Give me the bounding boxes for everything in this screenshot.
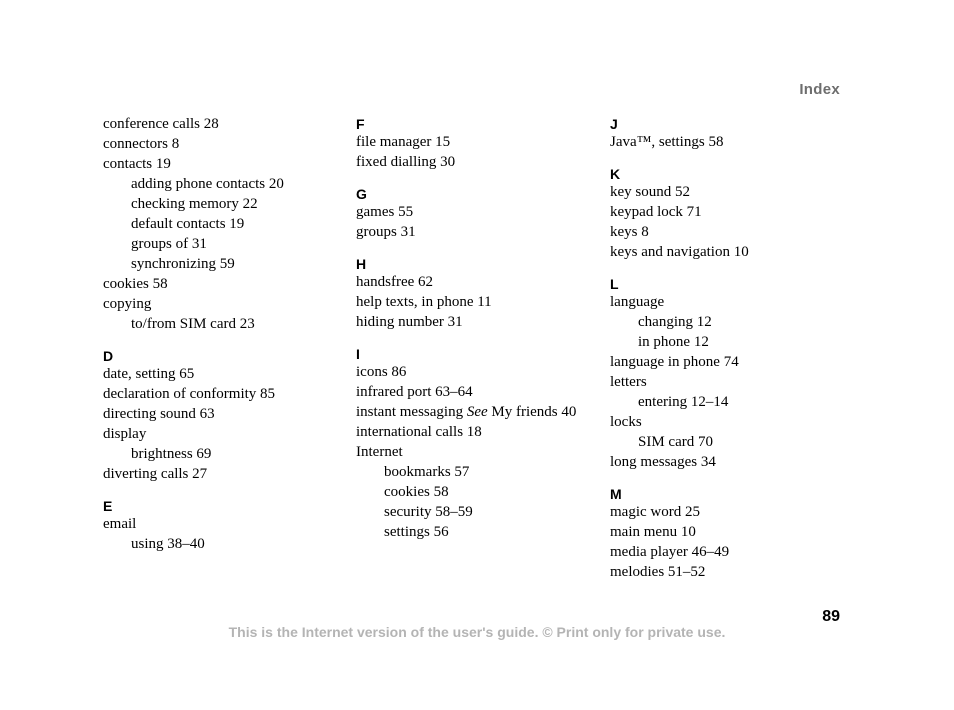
index-column-2 xyxy=(356,114,596,556)
index-subentry: SIM card 70 xyxy=(638,434,713,450)
index-letter-heading: I xyxy=(356,346,360,362)
index-letter-heading: D xyxy=(103,348,114,364)
index-subentry: changing 12 xyxy=(638,314,712,330)
index-letter-heading: H xyxy=(356,256,367,272)
index-letter-heading: J xyxy=(610,116,618,132)
index-subentry: groups of 31 xyxy=(131,236,207,252)
index-section-g xyxy=(356,186,596,242)
index-entry: display xyxy=(103,426,147,442)
index-section-l xyxy=(610,276,850,472)
index-entry: long messages 34 xyxy=(610,454,716,470)
index-entry: locks xyxy=(610,414,642,430)
index-entry xyxy=(356,402,596,422)
index-entry: file manager 15 xyxy=(356,134,451,150)
index-entry: keys and navigation 10 xyxy=(610,244,749,260)
index-subentry: bookmarks 57 xyxy=(384,464,470,480)
index-entry: melodies 51–52 xyxy=(610,564,706,580)
index-entry: media player 46–49 xyxy=(610,544,730,560)
index-subentry: checking memory 22 xyxy=(131,196,258,212)
index-section-continued xyxy=(103,114,343,334)
index-column-3 xyxy=(610,114,850,596)
index-entry: declaration of conformity 85 xyxy=(103,386,276,402)
index-letter-heading: M xyxy=(610,486,622,502)
index-section-k xyxy=(610,166,850,262)
index-entry: language in phone 74 xyxy=(610,354,739,370)
index-entry: hiding number 31 xyxy=(356,314,463,330)
index-entry: magic word 25 xyxy=(610,504,700,520)
index-subentry: security 58–59 xyxy=(384,504,473,520)
index-section-f xyxy=(356,116,596,172)
index-entry: games 55 xyxy=(356,204,414,220)
index-letter-heading: E xyxy=(103,498,113,514)
index-column-1 xyxy=(103,114,343,568)
index-entry: Java™, settings 58 xyxy=(610,134,724,150)
index-entry-text: instant messaging xyxy=(356,404,467,420)
footer-note: This is the Internet version of the user's guide. © Print only for private use. xyxy=(228,624,726,640)
index-entry: language xyxy=(610,294,665,310)
index-entry: handsfree 62 xyxy=(356,274,434,290)
index-subentry: in phone 12 xyxy=(638,334,709,350)
index-entry: icons 86 xyxy=(356,364,407,380)
index-entry: help texts, in phone 11 xyxy=(356,294,492,310)
page-number: 89 xyxy=(822,608,840,625)
index-letter-heading: F xyxy=(356,116,365,132)
index-subentry: to/from SIM card 23 xyxy=(131,316,255,332)
index-entry: cookies 58 xyxy=(103,276,168,292)
index-entry: directing sound 63 xyxy=(103,406,215,422)
index-entry: international calls 18 xyxy=(356,424,482,440)
index-entry: fixed dialling 30 xyxy=(356,154,456,170)
index-section-i xyxy=(356,346,596,542)
index-entry: keypad lock 71 xyxy=(610,204,702,220)
index-subentry: entering 12–14 xyxy=(638,394,729,410)
index-section-d xyxy=(103,348,343,484)
index-entry: diverting calls 27 xyxy=(103,466,208,482)
index-entry: copying xyxy=(103,296,152,312)
index-entry: date, setting 65 xyxy=(103,366,195,382)
index-subentry: default contacts 19 xyxy=(131,216,245,232)
index-entry: infrared port 63–64 xyxy=(356,384,473,400)
index-entry: key sound 52 xyxy=(610,184,690,200)
index-entry: email xyxy=(103,516,137,532)
index-section-e xyxy=(103,498,343,554)
index-letter-heading: L xyxy=(610,276,619,292)
index-subentry: brightness 69 xyxy=(131,446,212,462)
index-entry: conference calls 28 xyxy=(103,116,219,132)
index-entry: contacts 19 xyxy=(103,156,171,172)
index-section-j xyxy=(610,116,850,152)
index-entry: connectors 8 xyxy=(103,136,180,152)
index-subentry: adding phone contacts 20 xyxy=(131,176,284,192)
index-letter-heading: K xyxy=(610,166,621,182)
index-section-m xyxy=(610,486,850,582)
index-entry: groups 31 xyxy=(356,224,416,240)
index-subentry: settings 56 xyxy=(384,524,449,540)
index-subentry: using 38–40 xyxy=(131,536,205,552)
index-subentry: synchronizing 59 xyxy=(131,256,235,272)
index-entry-see-reference: See xyxy=(466,404,488,420)
index-letter-heading: G xyxy=(356,186,367,202)
index-entry-text: My friends 40 xyxy=(487,404,577,420)
index-entry: letters xyxy=(610,374,647,390)
page-header-title: Index xyxy=(799,81,840,98)
index-entry: main menu 10 xyxy=(610,524,696,540)
index-entry: Internet xyxy=(356,444,403,460)
index-section-h xyxy=(356,256,596,332)
index-entry: keys 8 xyxy=(610,224,649,240)
index-subentry: cookies 58 xyxy=(384,484,449,500)
